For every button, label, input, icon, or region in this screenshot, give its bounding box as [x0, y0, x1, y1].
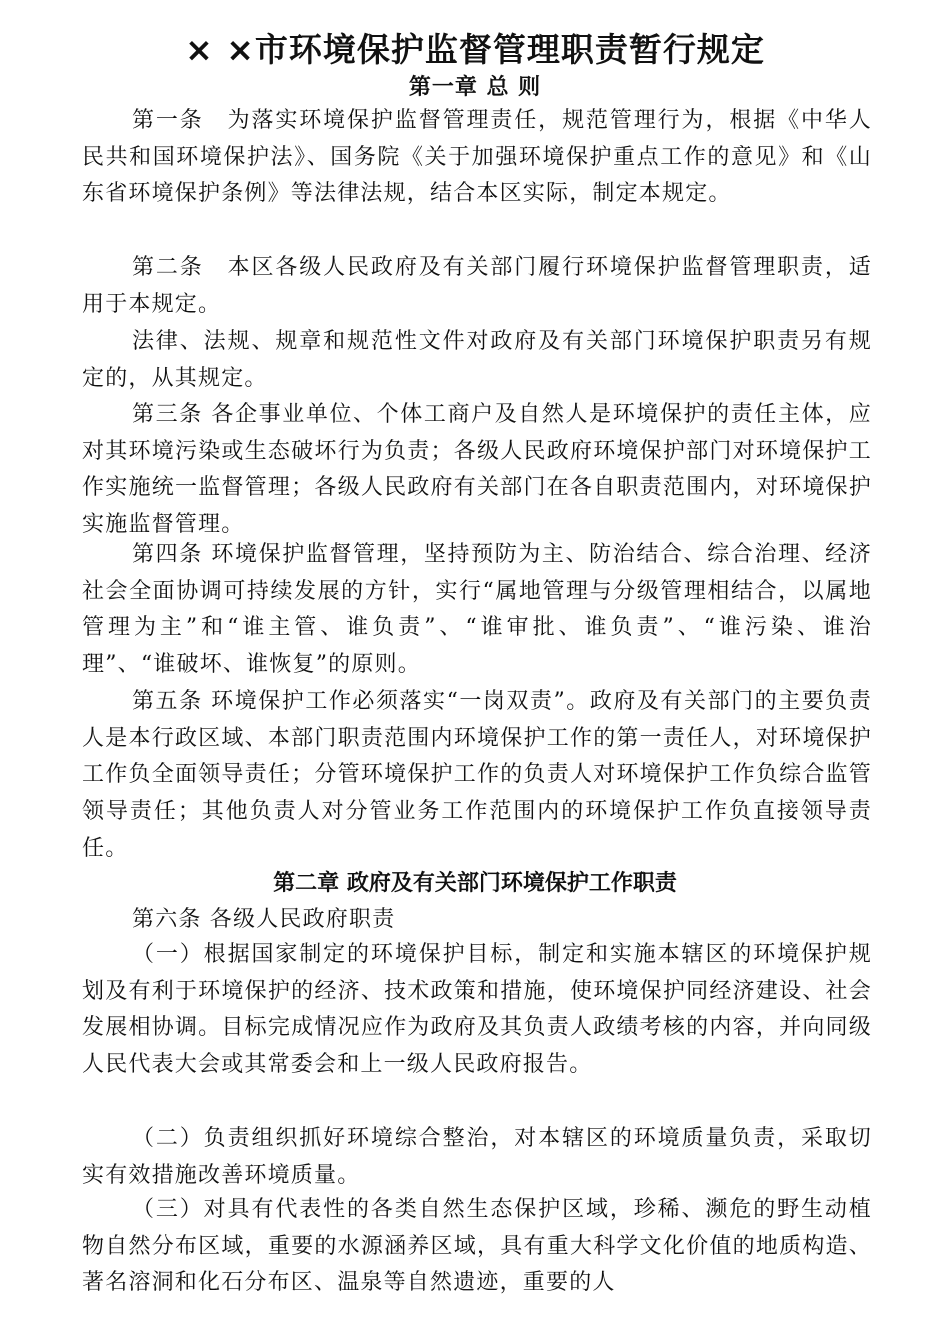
chapter-heading: 第一章 总 则	[408, 75, 542, 100]
article-paragraph: 第一条 为落实环境保护监督管理责任，规范管理行为，根据《中华人民共和国环境保护法》、国务院《关于加强环境保护重点工作的意见》和《山东省环境保护条例》等法律法规，结合本区实际，制定本规定。	[82, 108, 872, 207]
article-paragraph: 法律、法规、规章和规范性文件对政府及有关部门环境保护职责另有规定的，从其规定。	[82, 329, 872, 391]
chapter-heading: 第二章 政府及有关部门环境保护工作职责	[273, 871, 677, 896]
list-item-paragraph: （二）负责组织抓好环境综合整治，对本辖区的环境质量负责，采取切实有效措施改善环境质量。	[82, 1126, 872, 1188]
article-paragraph: 第四条 环境保护监督管理，坚持预防为主、防治结合、综合治理、经济社会全面协调可持续发展的方针，实行“属地管理与分级管理相结合，以属地管理为主”和“谁主管、谁负责”、“谁审批、谁负责”、“谁污染、谁治理”、“谁破坏、谁恢复”的原则。	[82, 542, 872, 678]
document-title: × ×市环境保护监督管理职责暂行规定	[185, 30, 765, 69]
list-item-paragraph: （三）对具有代表性的各类自然生态保护区域，珍稀、濒危的野生动植物自然分布区域，重要的水源涵养区域，具有重大科学文化价值的地质构造、著名溶洞和化石分布区、温泉等自然遗迹，重要的人	[82, 1197, 872, 1296]
article-paragraph: 第五条 环境保护工作必须落实“一岗双责”。政府及有关部门的主要负责人是本行政区域、本部门职责范围内环境保护工作的第一责任人，对环境保护工作负全面领导责任；分管环境保护工作的负责人对环境保护工作负综合监管领导责任；其他负责人对分管业务工作范围内的环境保护工作负直接领导责任。	[82, 689, 872, 861]
article-paragraph: 第三条 各企事业单位、个体工商户及自然人是环境保护的责任主体，应对其环境污染或生态破坏行为负责；各级人民政府环境保护部门对环境保护工作实施统一监督管理；各级人民政府有关部门在各自职责范围内，对环境保护实施监督管理。	[82, 402, 872, 538]
article-paragraph: 第六条 各级人民政府职责	[132, 907, 396, 932]
article-paragraph: 第二条 本区各级人民政府及有关部门履行环境保护监督管理职责，适用于本规定。	[82, 255, 872, 317]
list-item-paragraph: （一）根据国家制定的环境保护目标，制定和实施本辖区的环境保护规划及有利于环境保护的经济、技术政策和措施，使环境保护同经济建设、社会发展相协调。目标完成情况应作为政府及其负责人政绩考核的内容，并向同级人民代表大会或其常委会和上一级人民政府报告。	[82, 942, 872, 1078]
